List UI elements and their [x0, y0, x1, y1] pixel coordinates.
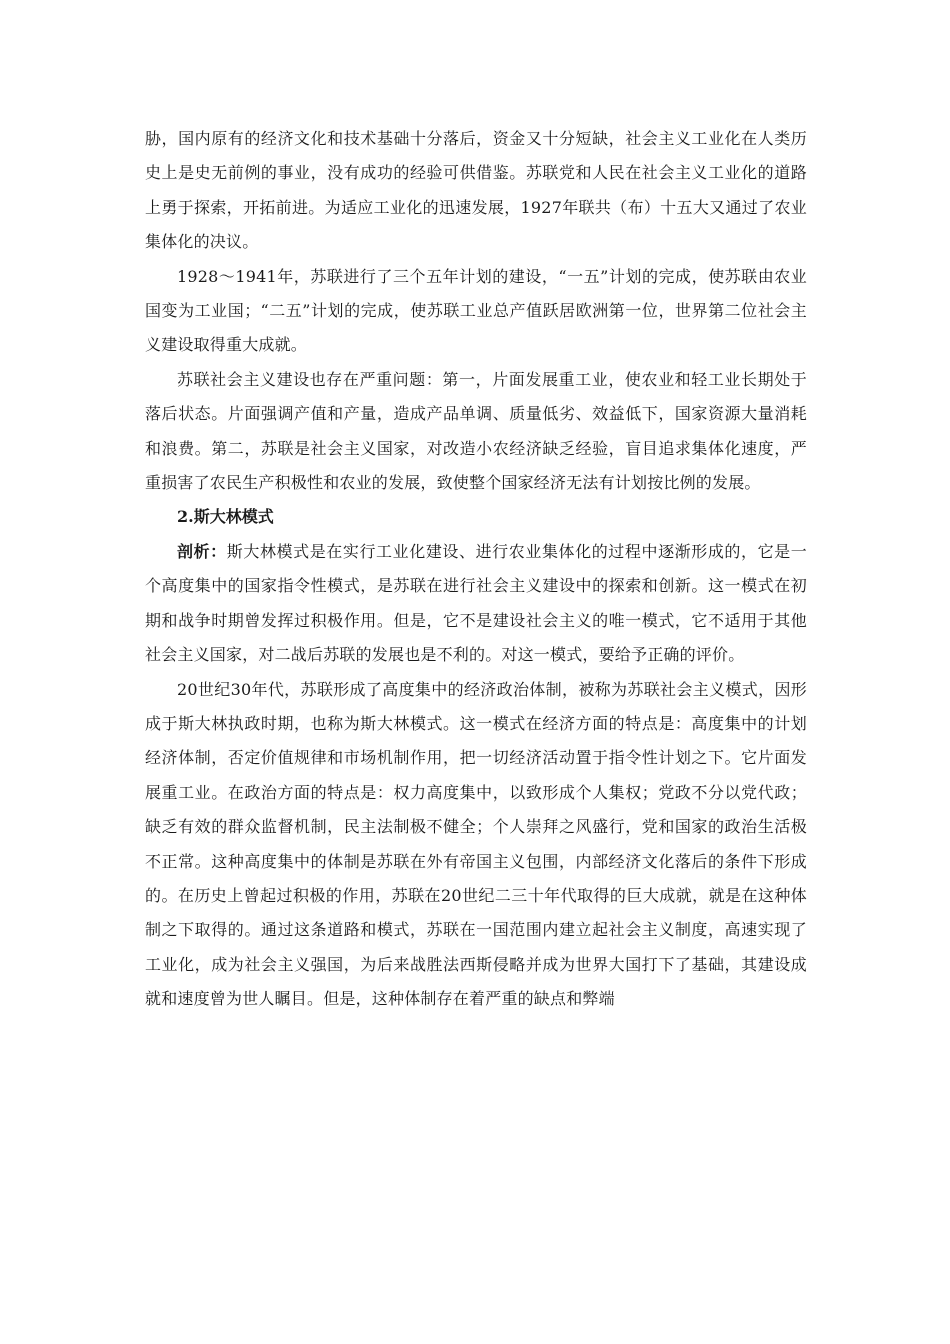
paragraph-continuation: 胁，国内原有的经济文化和技术基础十分落后，资金又十分短缺，社会主义工业化在人类历史上是史无前例的事业，没有成功的经验可供借鉴。苏联党和人民在社会主义工业化的道路上勇于探索，开拓前进。为适应工业化的迅速发展，1927年联共（布）十五大又通过了农业集体化的决议。: [145, 129, 807, 252]
paragraph-five-year-plans: 1928～1941年，苏联进行了三个五年计划的建设，“一五”计划的完成，使苏联由农业国变为工业国；“二五”计划的完成，使苏联工业总产值跃居欧洲第一位，世界第二位社会主义建设取得重大成就。: [145, 266, 807, 355]
analysis-text: 斯大林模式是在实行工业化建设、进行农业集体化的过程中逐渐形成的，它是一个高度集中的国家指令性模式，是苏联在进行社会主义建设中的探索和创新。这一模式在初期和战争时期曾发挥过积极作用。但是，它不是建设社会主义的唯一模式，它不适用于其他社会主义国家，对二战后苏联的发展也是不利的。对这一模式，要给予正确的评价。: [145, 541, 807, 665]
document-page: [145, 122, 807, 1017]
analysis-label: 剖析：: [177, 541, 227, 561]
section-heading: 2.斯大林模式: [177, 507, 274, 527]
paragraph-analysis: [145, 535, 807, 673]
paragraph-problems: 苏联社会主义建设也存在严重问题：第一，片面发展重工业，使农业和轻工业长期处于落后状态。片面强调产值和产量，造成产品单调、质量低劣、效益低下，国家资源大量消耗和浪费。第二，苏联是社会主义国家，对改造小农经济缺乏经验，盲目追求集体化速度，严重损害了农民生产积极性和农业的发展，致使整个国家经济无法有计划按比例的发展。: [145, 369, 807, 493]
paragraph-stalin-model: 20世纪30年代，苏联形成了高度集中的经济政治体制，被称为苏联社会主义模式，因形成于斯大林执政时期，也称为斯大林模式。这一模式在经济方面的特点是：高度集中的计划经济体制，否定价值规律和市场机制作用，把一切经济活动置于指令性计划之下。它片面发展重工业。在政治方面的特点是：权力高度集中，以致形成个人集权；党政不分以党代政；缺乏有效的群众监督机制，民主法制极不健全；个人崇拜之风盛行，党和国家的政治生活极不正常。这种高度集中的体制是苏联在外有帝国主义包围，内部经济文化落后的条件下形成的。在历史上曾起过积极的作用，苏联在20世纪二三十年代取得的巨大成就，就是在这种体制之下取得的。通过这条道路和模式，苏联在一国范围内建立起社会主义制度，高速实现了工业化，成为社会主义强国，为后来战胜法西斯侵略并成为世界大国打下了基础，其建设成就和速度曾为世人瞩目。但是，这种体制存在着严重的缺点和弊端: [145, 679, 807, 1009]
